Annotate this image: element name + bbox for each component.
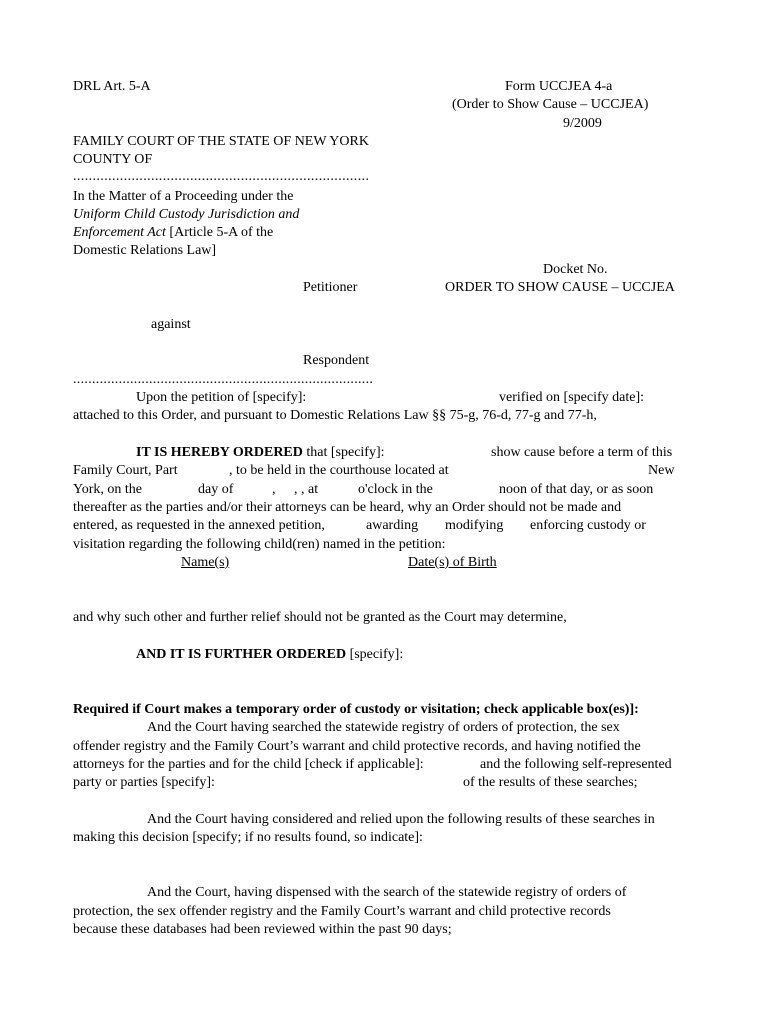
family-court-part: Family Court, Part — [73, 463, 178, 478]
docket-label: Docket No. — [543, 262, 608, 277]
act-line2 — [73, 224, 273, 242]
comma-date: , — [272, 482, 276, 497]
modifying-option: modifying — [445, 518, 504, 533]
further-relief: and why such other and further relief should not be granted as the Court may determine, — [73, 610, 567, 625]
registry-para-line4b: of the results of these searches; — [463, 775, 638, 790]
verified-on: verified on [specify date]: — [499, 390, 644, 405]
noon: noon of that day, or as soon — [499, 482, 654, 497]
show-cause: show cause before a term of this — [491, 445, 673, 460]
matter-line1: In the Matter of a Proceeding under the — [73, 189, 294, 204]
act-line1: Uniform Child Custody Jurisdiction and — [73, 207, 300, 222]
caption-dots-bottom: ............................................................................... — [73, 372, 374, 387]
order-title: ORDER TO SHOW CAUSE – UCCJEA — [445, 280, 675, 295]
petitioner-label: Petitioner — [303, 280, 358, 295]
court-name: FAMILY COURT OF THE STATE OF NEW YORK — [73, 134, 369, 149]
dispensed-para-line1: And the Court, having dispensed with the search of the statewide registry of orders of — [147, 885, 627, 900]
hereby-ordered — [136, 444, 385, 462]
form-id: Form UCCJEA 4-a — [505, 79, 613, 94]
hereby-ordered-bold: IT IS HEREBY ORDERED — [136, 445, 303, 460]
attached-line: attached to this Order, and pursuant to Domestic Relations Law §§ 75-g, 76-d, 77-g and 77-h, — [73, 408, 597, 423]
required-heading: Required if Court makes a temporary order of custody or visitation; check applicable box(es)]: — [73, 702, 639, 717]
entered-line: entered, as requested in the annexed petition, — [73, 518, 325, 533]
new-word: New — [648, 463, 675, 478]
further-ordered-bold: AND IT IS FURTHER ORDERED — [136, 647, 347, 662]
york-on: York, on the — [73, 482, 142, 497]
matter-line4: Domestic Relations Law] — [73, 243, 217, 258]
day-of: day of — [198, 482, 234, 497]
form-date: 9/2009 — [563, 116, 602, 131]
act-line2-italic: Enforcement Act — [73, 225, 166, 240]
comma-at: , , at — [294, 482, 319, 497]
dispensed-para-line3: because these databases had been reviewed within the past 90 days; — [73, 922, 452, 937]
upon-petition: Upon the petition of [specify]: — [136, 390, 307, 405]
registry-para-line2: offender registry and the Family Court’s warrant and child protective records, and having notified the — [73, 739, 641, 754]
registry-para-line1: And the Court having searched the statewide registry of orders of protection, the sex — [147, 720, 620, 735]
caption-dots-top: ............................................................................ — [73, 169, 370, 184]
names-header: Name(s) — [181, 555, 230, 570]
registry-para-line3b: and the following self-represented — [480, 757, 672, 772]
registry-para-line4a: party or parties [specify]: — [73, 775, 215, 790]
relied-para-line2: making this decision [specify; if no results found, so indicate]: — [73, 830, 423, 845]
further-ordered-rest: [specify]: — [346, 647, 404, 662]
act-line2-rest: [Article 5-A of the — [165, 225, 274, 240]
enforcing-option: enforcing custody or — [530, 518, 646, 533]
against-label: against — [151, 317, 191, 332]
dispensed-para-line2: protection, the sex offender registry and the Family Court’s warrant and child protective records — [73, 904, 611, 919]
further-ordered — [136, 646, 403, 664]
courthouse-located: , to be held in the courthouse located at — [229, 463, 449, 478]
visitation-line: visitation regarding the following child(ren) named in the petition: — [73, 537, 446, 552]
registry-para-line3a: attorneys for the parties and for the child [check if applicable]: — [73, 757, 424, 772]
drl-article: DRL Art. 5-A — [73, 79, 151, 94]
county-of: COUNTY OF — [73, 152, 153, 167]
form-subtitle: (Order to Show Cause – UCCJEA) — [452, 97, 649, 112]
respondent-label: Respondent — [303, 353, 370, 368]
hereby-ordered-rest: that [specify]: — [302, 445, 385, 460]
awarding-option: awarding — [366, 518, 419, 533]
thereafter-line: thereafter as the parties and/or their attorneys can be heard, why an Order should not be made and — [73, 500, 622, 515]
relied-para-line1: And the Court having considered and relied upon the following results of these searches in — [147, 812, 655, 827]
dob-header: Date(s) of Birth — [408, 555, 497, 570]
oclock: o'clock in the — [358, 482, 433, 497]
